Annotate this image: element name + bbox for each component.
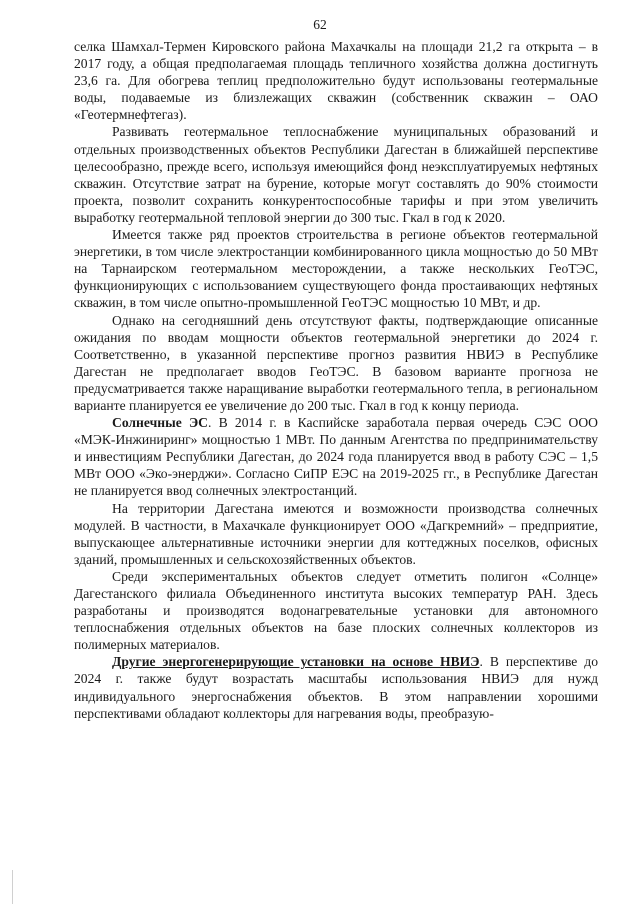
scan-edge-mark — [12, 870, 13, 904]
paragraph-7: Среди экспериментальных объектов следует отметить полигон «Солнце» Дагестанского филиала Объединенного института высоких температур РАН. Здесь разработаны и производятся водонагревательные установки для автономного теплоснабжения отдельных объектов на базе плоских солнечных коллекторов из полимерных материалов. — [74, 568, 598, 653]
paragraph-5 — [74, 414, 598, 499]
paragraph-5-text: . В 2014 г. в Каспийске заработала первая очередь СЭС ООО «МЭК-Инжиниринг» мощностью 1 МВт. По данным Агентства по предпринимательству и инвестициям Республики Дагестан, до 2024 года планируется ввод в работу СЭС – 1,5 МВт ООО «Эко-энерджи». Согласно СиПР ЕЭС на 2019-2025 гг., в Республике Дагестан не планируется ввод солнечных электростанций. — [74, 415, 598, 499]
paragraph-8 — [74, 653, 598, 721]
paragraph-2: Развивать геотермальное теплоснабжение муниципальных образований и отдельных производственных объектов Республики Дагестан в ближайшей перспективе целесообразно, прежде всего, используя имеющийся фонд неэксплуатируемых нефтяных скважин. Отсутствие затрат на бурение, которые могут составлять до 90% стоимости проекта, позволит сохранить конкурентоспособные тарифы и при этом увеличить выработку геотермальной тепловой энергии до 300 тыс. Гкал в год к 2020. — [74, 124, 598, 225]
paragraph-1: селка Шамхал-Термен Кировского района Махачкалы на площади 21,2 га открыта – в 2017 году, а общая предполагаемая площадь тепличного хозяйства должна достигнуть 23,6 га. Для обогрева теплиц предположительно будут использованы геотермальные воды, подаваемые из близлежащих скважин (собственник скважин – ОАО «Геотермнефтегаз). — [74, 39, 598, 123]
section-heading-other: Другие энергогенерирующие установки на основе НВИЭ — [112, 654, 480, 670]
paragraph-3: Имеется также ряд проектов строительства в регионе объектов геотермальной энергетики, в том числе электростанции комбинированного цикла мощностью до 50 МВт на Тарнаирском геотермальном месторождении, а также нескольких ГеоТЭС, функционирующих с использованием существующего фонда простаивающих нефтяных скважин, в том числе опытно-промышленной ГеоТЭС мощностью 10 МВт, и др. — [74, 227, 598, 311]
body-text — [74, 38, 598, 722]
paragraph-6: На территории Дагестана имеются и возможности производства солнечных модулей. В частности, в Махачкале функционирует ООО «Дагкремний» – предприятие, выпускающее альтернативные источники энергии для коттеджных поселков, офисных зданий, промышленных и сельскохозяйственных объектов. — [74, 500, 598, 567]
page-number: 62 — [313, 17, 327, 32]
paragraph-4: Однако на сегодняшний день отсутствуют факты, подтверждающие описанные ожидания по вводам мощности объектов геотермальной энергетики до 2024 г. Соответственно, в указанной перспективе прогноз развития НВИЭ в Республике Дагестан не предполагает вводов ГеоТЭС. В базовом варианте прогноза не предусматривается также наращивание выработки геотермального тепла, в региональном варианте планируется ее увеличение до 200 тыс. Гкал в год к концу периода. — [74, 312, 598, 413]
section-heading-solar: Солнечные ЭС — [112, 415, 208, 431]
paragraph-8-text: . В перспективе до 2024 г. также будут возрастать масштабы использования НВИЭ для нужд индивидуального энергоснабжения объектов. В этом направлении хорошими перспективами обладают коллекторы для нагревания воды, преобразую- — [74, 654, 598, 721]
